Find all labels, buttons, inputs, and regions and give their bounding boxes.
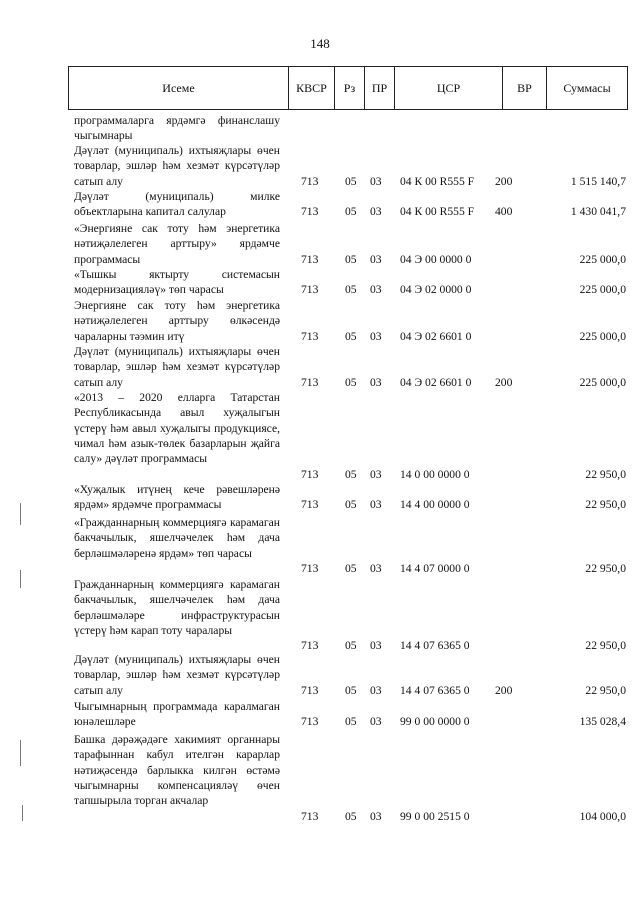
row-kvsr: 713	[301, 498, 319, 512]
row-csr: 04 К 00 R555 F	[400, 205, 475, 219]
table-header	[68, 66, 628, 110]
row-kvsr: 713	[301, 174, 319, 188]
row-pr: 03	[370, 205, 382, 219]
row-kvsr: 713	[301, 809, 319, 823]
row-kvsr: 713	[301, 715, 319, 729]
row-pr: 03	[370, 467, 382, 481]
row-kvsr: 713	[301, 252, 319, 266]
row-sum: 22 950,0	[585, 639, 626, 653]
row-name: Дәүләт (муниципаль) ихтыяҗлары өчен товарлар, эшләр һәм хезмәт күрсәтүләр сатып алу	[74, 653, 280, 697]
row-kvsr: 713	[301, 375, 319, 389]
row-rz: 05	[345, 639, 357, 653]
row-csr: 14 0 00 0000 0	[400, 467, 470, 481]
row-rz: 05	[345, 252, 357, 266]
row-kvsr: 713	[301, 283, 319, 297]
row-rz: 05	[345, 467, 357, 481]
row-rz: 05	[345, 329, 357, 343]
row-csr: 99 0 00 2515 0	[400, 809, 470, 823]
row-pr: 03	[370, 715, 382, 729]
row-pr: 03	[370, 252, 382, 266]
row-sum: 225 000,0	[579, 252, 626, 266]
row-kvsr: 713	[301, 639, 319, 653]
row-vr: 400	[495, 205, 513, 219]
row-pr: 03	[370, 561, 382, 575]
row-rz: 05	[345, 809, 357, 823]
col-header-name: Исеме	[69, 67, 289, 109]
scan-mark	[22, 805, 23, 821]
row-sum: 22 950,0	[585, 561, 626, 575]
row-name: «Гражданнарның коммерциягә карамаган бакчачылык, яшелчәчелек һәм дача берләшмәләренә ярдәм» төп чарасы	[74, 516, 280, 560]
row-sum: 225 000,0	[579, 329, 626, 343]
row-pr: 03	[370, 683, 382, 697]
row-csr: 04 Э 02 0000 0	[400, 283, 472, 297]
row-csr: 04 Э 02 6601 0	[400, 329, 472, 343]
row-csr: 04 Э 02 6601 0	[400, 375, 472, 389]
row-pr: 03	[370, 283, 382, 297]
row-pr: 03	[370, 498, 382, 512]
row-pr: 03	[370, 639, 382, 653]
row-rz: 05	[345, 205, 357, 219]
row-rz: 05	[345, 174, 357, 188]
row-sum: 225 000,0	[579, 375, 626, 389]
col-header-csr: ЦСР	[395, 67, 503, 109]
row-name: программаларга ярдәмгә финанслашу чыгымнары	[74, 114, 280, 143]
row-pr: 03	[370, 174, 382, 188]
row-name: Энергияне сак тоту һәм энергетика нәтиҗәлелеген арттыру өлкәсендә чараларны тәэмин итү	[74, 299, 280, 343]
row-sum: 22 950,0	[585, 467, 626, 481]
row-csr: 14 4 07 0000 0	[400, 561, 470, 575]
row-name: Дәүләт (муниципаль) ихтыяҗлары өчен товарлар, эшләр һәм хезмәт күрсәтүләр сатып алу	[74, 345, 280, 389]
row-csr: 14 4 07 6365 0	[400, 683, 470, 697]
row-sum: 104 000,0	[579, 809, 626, 823]
row-sum: 1 515 140,7	[570, 174, 626, 188]
row-rz: 05	[345, 683, 357, 697]
row-sum: 1 430 041,7	[570, 205, 626, 219]
scan-mark	[20, 570, 21, 588]
row-rz: 05	[345, 375, 357, 389]
row-name: «Энергияне сак тоту һәм энергетика нәтиҗәлелеген арттыру» ярдәмче программасы	[74, 222, 280, 266]
row-sum: 22 950,0	[585, 498, 626, 512]
row-kvsr: 713	[301, 467, 319, 481]
scan-mark	[20, 740, 21, 766]
page-number: 148	[310, 36, 330, 51]
row-name: Чыгымнарның программада каралмаган юнәлешләре	[74, 700, 280, 729]
row-csr: 99 0 00 0000 0	[400, 715, 470, 729]
row-vr: 200	[495, 174, 513, 188]
row-vr: 200	[495, 683, 513, 697]
row-kvsr: 713	[301, 205, 319, 219]
row-name: Гражданнарның коммерциягә карамаган бакчачылык, яшелчәчелек һәм дача берләшмәләре инфраструктурасын үстерү һәм карап тоту чаралары	[74, 578, 280, 637]
row-sum: 135 028,4	[579, 715, 626, 729]
row-name: Башка дәрәҗәдәге хакимият органнары тарафыннан кабул ителгән карарлар нәтиҗәсендә барлыкка килгән өстәмә чыгымнарны компенсацияләү өчен тапшырыла торган акчалар	[74, 733, 280, 808]
row-name: «Тышкы яктырту системасын модернизацияләү» төп чарасы	[74, 268, 280, 297]
row-name: «2013 – 2020 елларга Татарстан Республикасында авыл хуҗалыгын үстерү һәм авыл хуҗалыгы продукциясе, чимал һәм азык-төлек базарларын җайга салу» дәүләт программасы	[74, 391, 280, 466]
col-header-vr: ВР	[503, 67, 547, 109]
row-kvsr: 713	[301, 329, 319, 343]
col-header-rz: Рз	[335, 67, 365, 109]
col-header-sum: Суммасы	[563, 81, 611, 95]
row-csr: 04 К 00 R555 F	[400, 174, 475, 188]
row-name: «Хуҗалык итүнең кече рәвешләренә ярдәм» ярдәмче программасы	[74, 483, 280, 512]
scan-mark	[20, 503, 21, 525]
row-pr: 03	[370, 809, 382, 823]
row-rz: 05	[345, 283, 357, 297]
row-rz: 05	[345, 715, 357, 729]
col-header-pr: ПР	[365, 67, 395, 109]
row-rz: 05	[345, 561, 357, 575]
row-kvsr: 713	[301, 683, 319, 697]
row-sum: 225 000,0	[579, 283, 626, 297]
row-csr: 04 Э 00 0000 0	[400, 252, 472, 266]
row-kvsr: 713	[301, 561, 319, 575]
row-name: Дәүләт (муниципаль) ихтыяҗлары өчен товарлар, эшләр һәм хезмәт күрсәтүләр сатып алу	[74, 144, 280, 188]
row-sum: 22 950,0	[585, 683, 626, 697]
row-rz: 05	[345, 498, 357, 512]
row-vr: 200	[495, 375, 513, 389]
col-header-kvsr: КВСР	[289, 67, 335, 109]
row-pr: 03	[370, 375, 382, 389]
row-csr: 14 4 07 6365 0	[400, 639, 470, 653]
row-name: Дәүләт (муниципаль) милке объектларына капитал салулар	[74, 190, 280, 219]
row-pr: 03	[370, 329, 382, 343]
row-csr: 14 4 00 0000 0	[400, 498, 470, 512]
